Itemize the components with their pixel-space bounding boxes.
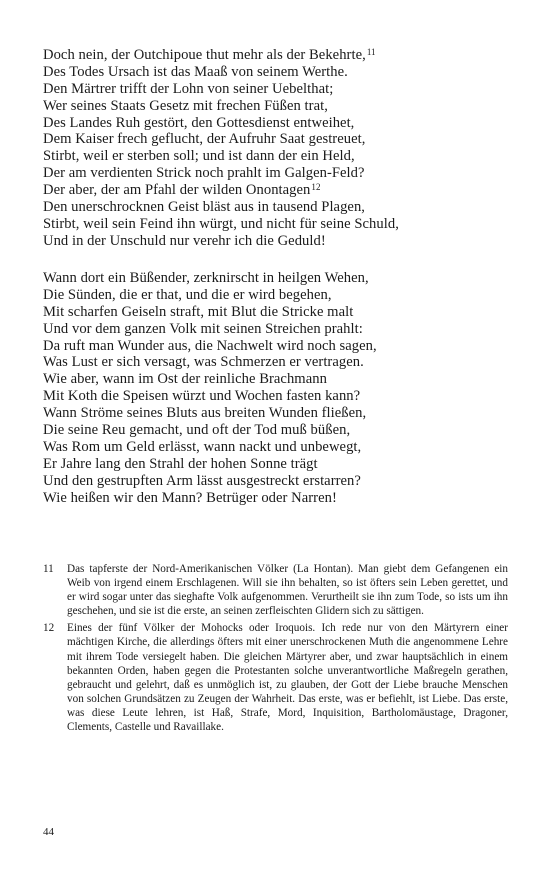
verse-line: Des Todes Ursach ist das Maaß von seinem Werthe. — [43, 63, 348, 80]
footnote-text: Das tapferste der Nord-Amerikanischen Völker (La Hontan). Man giebt dem Gefangenen ein Weib von irgend einem Erschlagenen. Will sie ihn behalten, so ist öfters sein Leben gerettet, und er wird sogar unter das sieghafte Volk aufgenommen. Verurtheilt sie ihn zum Tode, so ists um ihn geschehen, und sie ist die erste, an seinen zerfleischten Glidern sich zu sättigen. — [67, 563, 508, 618]
footnote-number: 11 — [43, 563, 54, 575]
footnote-number: 12 — [43, 622, 55, 635]
verse-text: Der aber, der am Pfahl der wilden Onontagen — [43, 182, 311, 199]
verse-line: Der am verdienten Strick noch prahlt im Galgen-Feld? — [43, 165, 365, 182]
verse-line: Und vor dem ganzen Volk mit seinen Streichen prahlt: — [43, 320, 363, 337]
verse-line: Des Landes Ruh gestört, den Gottesdienst entweihet, — [43, 114, 355, 131]
verse-line: Die Sünden, die er that, und die er wird begehen, — [43, 286, 332, 303]
verse-line: Was Lust er sich versagt, was Schmerzen er vertragen. — [43, 354, 364, 371]
verse-line — [43, 182, 513, 199]
footnote-11 — [43, 562, 508, 618]
verse-line: Er Jahre lang den Strahl der hohen Sonne trägt — [43, 455, 318, 472]
verse-line: Wie aber, wann im Ost der reinliche Brachmann — [43, 371, 327, 388]
verse-line: Was Rom um Geld erlässt, wann nackt und unbewegt, — [43, 438, 362, 455]
verse-line: Dem Kaiser frech geflucht, der Aufruhr Saat gestreuet, — [43, 131, 366, 148]
verse-line: Stirbt, weil er sterben soll; und ist dann der ein Held, — [43, 148, 355, 165]
verse-line: Wie heißen wir den Mann? Betrüger oder Narren! — [43, 489, 337, 506]
verse-text: Doch nein, der Outchipoue thut mehr als der Bekehrte, — [43, 47, 366, 63]
footnote-ref-12[interactable]: 12 — [311, 182, 321, 193]
verse-line: Und in der Unschuld nur verehr ich die Geduld! — [43, 232, 326, 249]
verse-line: Da ruft man Wunder aus, die Nachwelt wird noch sagen, — [43, 337, 377, 354]
verse-line: Wann Ströme seines Bluts aus breiten Wunden fließen, — [43, 405, 367, 422]
page-number: 44 — [43, 826, 54, 838]
verse-line: Den Märtrer trifft der Lohn von seiner Uebelthat; — [43, 80, 334, 97]
verse-line: Die seine Reu gemacht, und oft der Tod muß büßen, — [43, 422, 351, 439]
verse-line: Und den gestrupften Arm lässt ausgestreckt erstarren? — [43, 472, 361, 489]
verse-line: Wer seines Staats Gesetz mit frechen Füßen trat, — [43, 97, 328, 114]
verse-line: Stirbt, weil sein Feind ihn würgt, und nicht für seine Schuld, — [43, 215, 399, 232]
footnotes — [43, 562, 508, 737]
footnote-text: Eines der fünf Völker der Mohocks oder Iroquois. Ich rede nur von den Märtyrern einer mächtigen Kirche, die allerdings öfters mit einer unerschrockenen Muth die angenommene Lehre mit ihrem Tode versiegelt haben. Die gleichen Märtyrer aber, und zwar hauptsächlich in einem bekannten Orden, haben gegen die Protestanten solche unverantwortliche Maßregeln gerathen, gebraucht und gelehrt, daß es unmöglich ist, zu glauben, der Gott der Liebe brauche Menschen von solchen Grundsätzen zu Zeugen der Wahrheit. Das erste, was er befiehlt, ist Liebe. Das erste, was diese Leute lehren, ist Haß, Strafe, Mord, Inquisition, Bartholomäustage, Dragoner, Clements, Castelle und Ravaillake. — [67, 622, 508, 734]
verse-line: Wann dort ein Büßender, zerknirscht in heilgen Wehen, — [43, 270, 369, 286]
poem-stanza-2 — [43, 270, 513, 506]
verse-line — [43, 47, 513, 64]
verse-line: Mit Koth die Speisen würzt und Wochen fasten kann? — [43, 388, 361, 405]
verse-line: Den unerschrocknen Geist bläst aus in tausend Plagen, — [43, 199, 366, 216]
poem-stanza-1 — [43, 47, 513, 250]
footnote-12 — [43, 621, 508, 734]
footnote-ref-11[interactable]: 11 — [366, 47, 376, 57]
verse-line: Mit scharfen Geiseln straft, mit Blut die Stricke malt — [43, 303, 354, 320]
